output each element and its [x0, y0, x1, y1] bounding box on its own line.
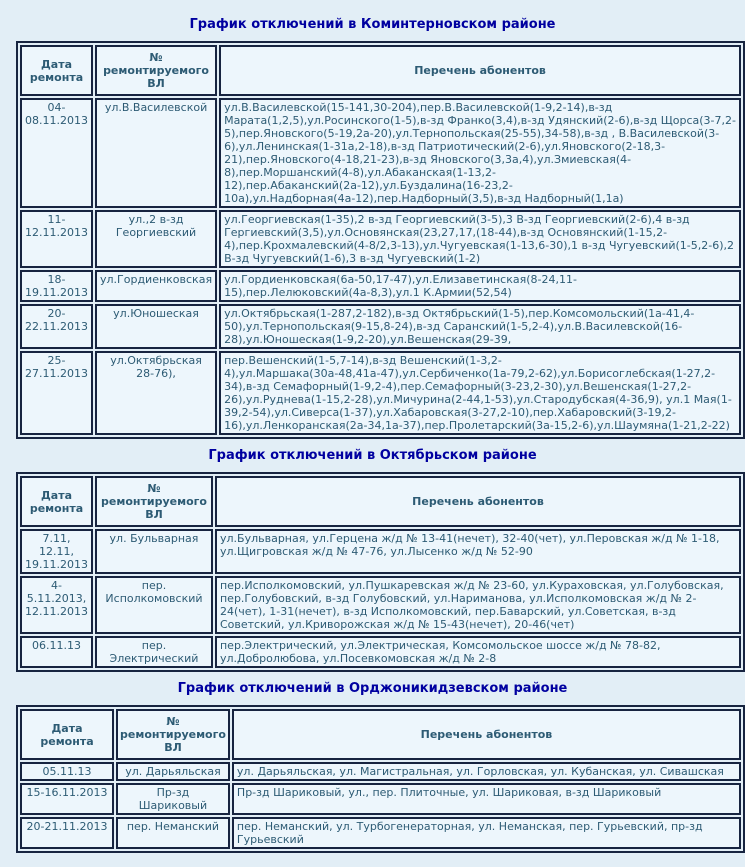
repair-date-cell: 20-22.11.2013 [20, 304, 93, 349]
header-subscribers: Перечень абонентов [215, 476, 741, 527]
header-subscribers: Перечень абонентов [232, 709, 741, 760]
repair-date-cell: 25-27.11.2013 [20, 351, 93, 435]
subscribers-cell: ул. Дарьяльская, ул. Магистральная, ул. Горловская, ул. Кубанская, ул. Сивашская [232, 762, 741, 781]
line-cell: ул.,2 в-зд Георгиевский [95, 210, 217, 268]
subscribers-cell: ул.Октябрьская(1-287,2-182),в-зд Октябрьский(1-5),пер.Комсомольский(1а-41,4-50),ул.Тернопольская(9-15,8-24),в-зд Саранский(1-5,2-4),ул.В.Василевской(16-28),ул.Юношеская(1-9,2-20),ул.Вешенская(29-39, [219, 304, 741, 349]
table-row [20, 270, 741, 302]
line-cell: Пр-зд Шариковый [116, 783, 230, 815]
subscribers-cell: пер.Вешенский(1-5,7-14),в-зд Вешенский(1-3,2-4),ул.Маршака(30а-48,41а-47),ул.Сербиченко(1а-79,2-62),ул.Борисоглебская(1-27,2-34),в-зд Семафорный(1-9,2-4),пер.Семафорный(3-23,2-30),ул.Вешенская(1-27,2-26),ул.Руднева(1-15,2-28),ул.Мичурина(2-44,1-53),ул.Стародубская(4-36,9), ул.1 Мая(1-39,2-54),ул.Сиверса(1-37),ул.Хабаровская(3-27,2-10),пер.Хабаровский(3-19,2-16),ул.Ленкоранская(2а-34,1а-37),пер.Пролетарский(3а-15,2-6),ул.Шаумяна(1-21,2-22) [219, 351, 741, 435]
header-repair-date: Дата ремонта [20, 45, 93, 96]
line-cell: ул.Юношеская [95, 304, 217, 349]
section-title: График отключений в Коминтерновском районе [189, 17, 556, 32]
subscribers-cell: ул.Бульварная, ул.Герцена ж/д № 13-41(нечет), 32-40(чет), ул.Перовская ж/д № 1-18, ул.Щигровская ж/д № 47-76, ул.Лысенко ж/д № 52-90 [215, 529, 741, 574]
header-repair-date: Дата ремонта [20, 476, 93, 527]
line-cell: пер. Исполкомовский [95, 576, 213, 634]
repair-date-cell: 7.11, 12.11, 19.11.2013 [20, 529, 93, 574]
subscribers-cell: пер. Неманский, ул. Турбогенераторная, ул. Неманская, пер. Гурьевский, пр-зд Гурьевский [232, 817, 741, 849]
section-title: График отключений в Октябрьском районе [208, 448, 537, 463]
section-kominternovsky [16, 17, 736, 439]
subscribers-cell: ул.Георгиевская(1-35),2 в-зд Георгиевский(3-5),3 В-зд Георгиевский(2-6),4 в-зд Гергиевский(3,5),ул.Основянская(23,27,17,(18-44),в-зд Основянский(1-15,2-4),пер.Крохмалевский(4-8/2,3-13),ул.Чугуевская(1-13,6-30),1 в-зд Чугуевский(1-5,2-6),2 В-зд Чугуевский(1-6),3 в-зд Чугуевский(1-2) [219, 210, 741, 268]
header-line-number: № ремонтируемого ВЛ [95, 476, 213, 527]
header-subscribers: Перечень абонентов [219, 45, 741, 96]
table-row [20, 762, 741, 781]
subscribers-cell: пер.Исполкомовский, ул.Пушкаревская ж/д № 23-60, ул.Кураховская, ул.Голубовская, пер.Голубовский, в-зд Голубовский, ул.Нариманова, ул.Исполкомовская ж/д № 2-24(чет), 1-31(нечет), в-зд Исполкомовский, пер.Баварский, ул.Советская, в-зд Советский, ул.Криворожская ж/д № 15-43(нечет), 20-46(чет) [215, 576, 741, 634]
repair-date-cell: 18-19.11.2013 [20, 270, 93, 302]
table-row [20, 98, 741, 208]
repair-date-cell: 11-12.11.2013 [20, 210, 93, 268]
table-row [20, 304, 741, 349]
repair-date-cell: 15-16.11.2013 [20, 783, 114, 815]
table-row [20, 351, 741, 435]
header-line-number: № ремонтируемого ВЛ [116, 709, 230, 760]
header-row [20, 709, 741, 760]
table-row [20, 210, 741, 268]
section-ordzhonikidzevsky [16, 681, 729, 853]
table-row [20, 529, 741, 574]
table-row [20, 817, 741, 849]
line-cell: пер. Неманский [116, 817, 230, 849]
line-cell: ул.В.Василевской [95, 98, 217, 208]
repair-date-cell: 05.11.13 [20, 762, 114, 781]
subscribers-cell: пер.Электрический, ул.Электрическая, Комсомольское шоссе ж/д № 78-82, ул.Добролюбова, ул.Посевкомовская ж/д № 2-8 [215, 636, 741, 668]
subscribers-cell: Пр-зд Шариковый, ул., пер. Плиточные, ул. Шариковая, в-зд Шариковый [232, 783, 741, 815]
subscribers-cell: ул.Гордиенковская(6а-50,17-47),ул.Елизаветинская(8-24,11-15),пер.Лелюковский(4а-8,3),ул.1 К.Армии(52,54) [219, 270, 741, 302]
repair-date-cell: 4-5.11.2013, 12.11.2013 [20, 576, 93, 634]
table-row [20, 636, 741, 668]
line-cell: ул. Дарьяльская [116, 762, 230, 781]
repair-date-cell: 06.11.13 [20, 636, 93, 668]
header-row [20, 45, 741, 96]
subscribers-cell: ул.В.Василевской(15-141,30-204),пер.В.Василевской(1-9,2-14),в-зд Марата(1,2,5),ул.Росинского(1-5),в-зд Франко(3,4),в-зд Удянский(2-6),в-зд Щорса(3-7,2-5),пер.Яновского(5-19,2а-20),ул.Тернопольская(25-55),34-58),в-зд , В.Василевской(3-6),ул.Ленинская(1-31а,2-18),в-зд Патриотический(2-6),ул.Яновского(2-18,3-21),пер.Яновского(4-18,21-23),в-зд Яновского(3,3а,4),ул.Змиевская(4-8),пер.Моршанский(4-8),ул.Абаканская(1-13,2-12),пер.Абаканский(2а-12),ул.Буздалина(16-23,2-10а),ул.Надборная(4а-12),пер.Надборный(3,5),в-зд Надборный(1,1а) [219, 98, 741, 208]
header-line-number: № ремонтируемого ВЛ [95, 45, 217, 96]
table-row [20, 783, 741, 815]
repair-date-cell: 04-08.11.2013 [20, 98, 93, 208]
outage-table-oktyabrsky [16, 472, 745, 672]
header-repair-date: Дата ремонта [20, 709, 114, 760]
line-cell: ул.Октябрьская 28-76), [95, 351, 217, 435]
outage-table-ordzhonikidzevsky [16, 705, 745, 853]
section-title: График отключений в Орджоникидзевском районе [177, 681, 568, 696]
line-cell: ул.Гордиенковская [95, 270, 217, 302]
section-oktyabrsky [16, 448, 729, 672]
table-row [20, 576, 741, 634]
repair-date-cell: 20-21.11.2013 [20, 817, 114, 849]
outage-table-kominternovsky [16, 41, 745, 439]
header-row [20, 476, 741, 527]
outage-schedule-page [16, 17, 736, 853]
line-cell: пер. Электрический [95, 636, 213, 668]
line-cell: ул. Бульварная [95, 529, 213, 574]
